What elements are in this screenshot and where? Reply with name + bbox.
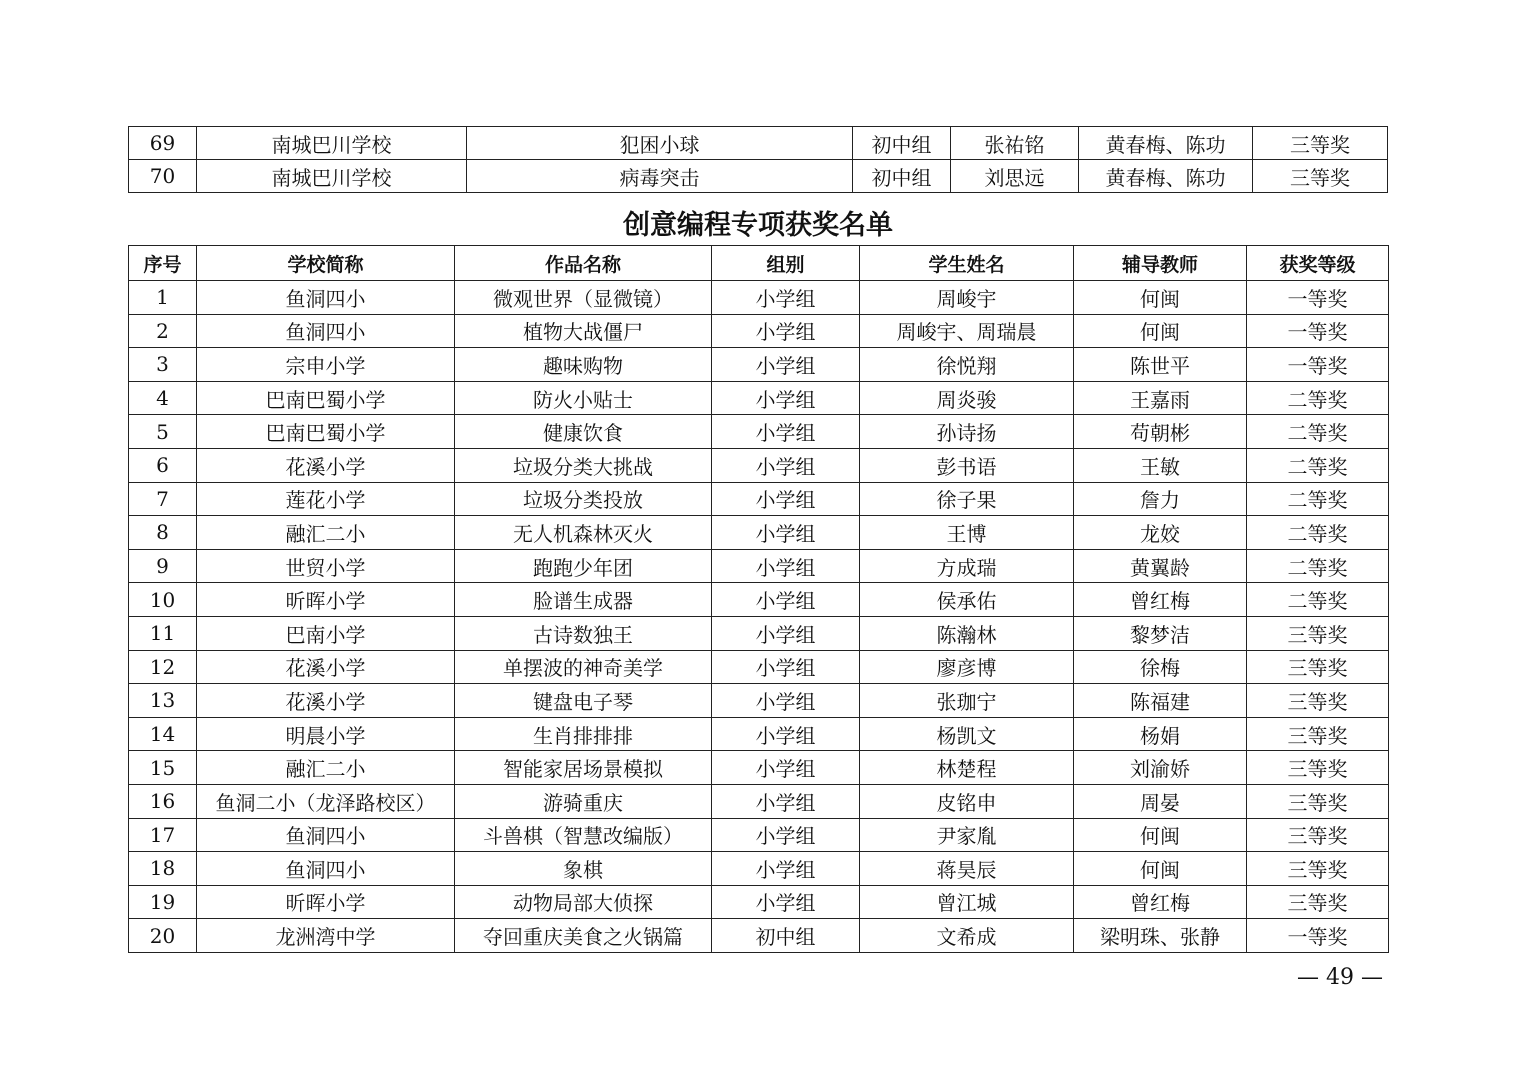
cell-school: 鱼洞四小	[197, 281, 455, 315]
cell-teacher: 黄春梅、陈功	[1079, 160, 1253, 193]
cell-teacher: 龙姣	[1074, 516, 1247, 550]
table-row	[129, 127, 1388, 160]
header-work-title: 作品名称	[455, 246, 712, 281]
cell-group: 小学组	[712, 348, 860, 382]
table-row	[129, 650, 1389, 684]
cell-school: 花溪小学	[197, 650, 455, 684]
cell-teacher: 苟朝彬	[1074, 415, 1247, 449]
cell-group: 小学组	[712, 818, 860, 852]
table-row	[129, 616, 1389, 650]
cell-teacher: 曾红梅	[1074, 885, 1247, 919]
cell-index: 8	[129, 516, 197, 550]
cell-group: 小学组	[712, 448, 860, 482]
cell-index: 5	[129, 415, 197, 449]
header-group: 组别	[712, 246, 860, 281]
table-row	[129, 348, 1389, 382]
cell-work-title: 无人机森林灭火	[455, 516, 712, 550]
cell-student: 刘思远	[951, 160, 1079, 193]
table-row	[129, 381, 1389, 415]
cell-index: 14	[129, 717, 197, 751]
cell-student: 张珈宁	[860, 684, 1074, 718]
cell-group: 小学组	[712, 381, 860, 415]
cell-student: 曾江城	[860, 885, 1074, 919]
cell-award-level: 二等奖	[1247, 549, 1389, 583]
cell-school: 鱼洞四小	[197, 852, 455, 886]
cell-index: 70	[129, 160, 197, 193]
cell-student: 周峻宇	[860, 281, 1074, 315]
table-row	[129, 314, 1389, 348]
table-row	[129, 448, 1389, 482]
cell-group: 小学组	[712, 516, 860, 550]
table-row	[129, 415, 1389, 449]
cell-student: 孙诗扬	[860, 415, 1074, 449]
cell-student: 王博	[860, 516, 1074, 550]
cell-group: 小学组	[712, 852, 860, 886]
cell-work-title: 垃圾分类大挑战	[455, 448, 712, 482]
table-row	[129, 784, 1389, 818]
cell-award-level: 三等奖	[1247, 616, 1389, 650]
header-award-level: 获奖等级	[1247, 246, 1389, 281]
cell-award-level: 二等奖	[1247, 583, 1389, 617]
cell-group: 小学组	[712, 314, 860, 348]
cell-index: 11	[129, 616, 197, 650]
cell-award-level: 二等奖	[1247, 381, 1389, 415]
cell-index: 2	[129, 314, 197, 348]
cell-school: 鱼洞二小（龙泽路校区）	[197, 784, 455, 818]
cell-work-title: 生肖排排排	[455, 717, 712, 751]
cell-group: 小学组	[712, 583, 860, 617]
cell-group: 小学组	[712, 616, 860, 650]
table-row	[129, 549, 1389, 583]
cell-student: 方成瑞	[860, 549, 1074, 583]
cell-group: 小学组	[712, 281, 860, 315]
table-header-row	[129, 246, 1389, 281]
table-row	[129, 751, 1389, 785]
cell-student: 皮铭申	[860, 784, 1074, 818]
cell-work-title: 微观世界（显微镜）	[455, 281, 712, 315]
cell-school: 明晨小学	[197, 717, 455, 751]
cell-student: 蒋昊辰	[860, 852, 1074, 886]
cell-student: 廖彦博	[860, 650, 1074, 684]
table-row	[129, 482, 1389, 516]
cell-work-title: 斗兽棋（智慧改编版）	[455, 818, 712, 852]
cell-group: 初中组	[853, 127, 951, 160]
cell-teacher: 陈福建	[1074, 684, 1247, 718]
cell-work-title: 犯困小球	[467, 127, 853, 160]
cell-work-title: 键盘电子琴	[455, 684, 712, 718]
cell-award-level: 三等奖	[1247, 751, 1389, 785]
cell-school: 昕晖小学	[197, 885, 455, 919]
cell-index: 19	[129, 885, 197, 919]
header-index: 序号	[129, 246, 197, 281]
previous-section-table	[128, 126, 1388, 193]
cell-student: 张祐铭	[951, 127, 1079, 160]
cell-student: 侯承佑	[860, 583, 1074, 617]
header-student: 学生姓名	[860, 246, 1074, 281]
cell-index: 20	[129, 919, 197, 953]
table-row	[129, 516, 1389, 550]
cell-index: 17	[129, 818, 197, 852]
cell-award-level: 三等奖	[1247, 717, 1389, 751]
cell-award-level: 二等奖	[1247, 448, 1389, 482]
cell-group: 小学组	[712, 751, 860, 785]
cell-teacher: 王敏	[1074, 448, 1247, 482]
cell-work-title: 趣味购物	[455, 348, 712, 382]
cell-teacher: 梁明珠、张静	[1074, 919, 1247, 953]
cell-student: 陈瀚林	[860, 616, 1074, 650]
previous-section-table-body	[129, 127, 1388, 193]
cell-teacher: 周晏	[1074, 784, 1247, 818]
cell-school: 宗申小学	[197, 348, 455, 382]
cell-school: 南城巴川学校	[197, 160, 467, 193]
cell-work-title: 象棋	[455, 852, 712, 886]
cell-group: 小学组	[712, 415, 860, 449]
cell-index: 12	[129, 650, 197, 684]
cell-student: 尹家胤	[860, 818, 1074, 852]
table-row	[129, 583, 1389, 617]
cell-teacher: 杨娟	[1074, 717, 1247, 751]
cell-teacher: 何闽	[1074, 281, 1247, 315]
cell-group: 小学组	[712, 717, 860, 751]
cell-teacher: 曾红梅	[1074, 583, 1247, 617]
cell-index: 16	[129, 784, 197, 818]
cell-index: 1	[129, 281, 197, 315]
cell-group: 初中组	[853, 160, 951, 193]
cell-work-title: 健康饮食	[455, 415, 712, 449]
table-row	[129, 852, 1389, 886]
table-row	[129, 684, 1389, 718]
cell-teacher: 黄翼龄	[1074, 549, 1247, 583]
cell-index: 9	[129, 549, 197, 583]
cell-award-level: 一等奖	[1247, 919, 1389, 953]
header-school: 学校简称	[197, 246, 455, 281]
cell-school: 花溪小学	[197, 448, 455, 482]
page-number: — 49 —	[1297, 965, 1383, 990]
cell-group: 小学组	[712, 650, 860, 684]
cell-school: 龙洲湾中学	[197, 919, 455, 953]
cell-teacher: 何闽	[1074, 314, 1247, 348]
section-title: 创意编程专项获奖名单	[623, 210, 893, 241]
cell-work-title: 动物局部大侦探	[455, 885, 712, 919]
cell-index: 7	[129, 482, 197, 516]
cell-work-title: 智能家居场景模拟	[455, 751, 712, 785]
cell-index: 69	[129, 127, 197, 160]
cell-teacher: 何闽	[1074, 852, 1247, 886]
cell-award-level: 三等奖	[1253, 127, 1388, 160]
cell-school: 鱼洞四小	[197, 818, 455, 852]
cell-school: 巴南巴蜀小学	[197, 381, 455, 415]
cell-student: 彭书语	[860, 448, 1074, 482]
cell-teacher: 黄春梅、陈功	[1079, 127, 1253, 160]
cell-teacher: 陈世平	[1074, 348, 1247, 382]
cell-teacher: 王嘉雨	[1074, 381, 1247, 415]
cell-work-title: 脸谱生成器	[455, 583, 712, 617]
table-row	[129, 281, 1389, 315]
cell-award-level: 一等奖	[1247, 281, 1389, 315]
cell-teacher: 徐梅	[1074, 650, 1247, 684]
cell-work-title: 夺回重庆美食之火锅篇	[455, 919, 712, 953]
cell-award-level: 一等奖	[1247, 314, 1389, 348]
cell-award-level: 一等奖	[1247, 348, 1389, 382]
cell-student: 周峻宇、周瑞晨	[860, 314, 1074, 348]
table-row	[129, 919, 1389, 953]
cell-school: 南城巴川学校	[197, 127, 467, 160]
cell-award-level: 三等奖	[1247, 885, 1389, 919]
cell-index: 10	[129, 583, 197, 617]
cell-group: 小学组	[712, 684, 860, 718]
cell-teacher: 何闽	[1074, 818, 1247, 852]
cell-student: 周炎骏	[860, 381, 1074, 415]
award-list-table-body	[129, 281, 1389, 953]
cell-index: 15	[129, 751, 197, 785]
cell-award-level: 三等奖	[1247, 784, 1389, 818]
cell-school: 融汇二小	[197, 751, 455, 785]
cell-index: 4	[129, 381, 197, 415]
cell-award-level: 二等奖	[1247, 482, 1389, 516]
cell-award-level: 三等奖	[1247, 818, 1389, 852]
cell-award-level: 三等奖	[1247, 684, 1389, 718]
cell-work-title: 单摆波的神奇美学	[455, 650, 712, 684]
cell-group: 小学组	[712, 482, 860, 516]
cell-award-level: 二等奖	[1247, 415, 1389, 449]
cell-student: 林楚程	[860, 751, 1074, 785]
cell-student: 徐子果	[860, 482, 1074, 516]
cell-work-title: 防火小贴士	[455, 381, 712, 415]
table-row	[129, 160, 1388, 193]
cell-group: 小学组	[712, 885, 860, 919]
cell-work-title: 植物大战僵尸	[455, 314, 712, 348]
cell-work-title: 跑跑少年团	[455, 549, 712, 583]
table-row	[129, 885, 1389, 919]
cell-award-level: 二等奖	[1247, 516, 1389, 550]
table-row	[129, 717, 1389, 751]
award-list-table	[128, 245, 1389, 953]
cell-student: 杨凯文	[860, 717, 1074, 751]
cell-student: 徐悦翔	[860, 348, 1074, 382]
cell-school: 莲花小学	[197, 482, 455, 516]
cell-award-level: 三等奖	[1247, 852, 1389, 886]
cell-teacher: 黎梦洁	[1074, 616, 1247, 650]
cell-index: 6	[129, 448, 197, 482]
cell-index: 18	[129, 852, 197, 886]
cell-index: 3	[129, 348, 197, 382]
cell-award-level: 三等奖	[1247, 650, 1389, 684]
cell-work-title: 古诗数独王	[455, 616, 712, 650]
cell-school: 融汇二小	[197, 516, 455, 550]
cell-school: 花溪小学	[197, 684, 455, 718]
cell-school: 巴南小学	[197, 616, 455, 650]
cell-school: 鱼洞四小	[197, 314, 455, 348]
cell-index: 13	[129, 684, 197, 718]
cell-award-level: 三等奖	[1253, 160, 1388, 193]
cell-work-title: 游骑重庆	[455, 784, 712, 818]
cell-work-title: 垃圾分类投放	[455, 482, 712, 516]
cell-group: 小学组	[712, 784, 860, 818]
cell-group: 小学组	[712, 549, 860, 583]
cell-group: 初中组	[712, 919, 860, 953]
cell-school: 昕晖小学	[197, 583, 455, 617]
cell-teacher: 詹力	[1074, 482, 1247, 516]
cell-teacher: 刘渝娇	[1074, 751, 1247, 785]
table-row	[129, 818, 1389, 852]
cell-school: 巴南巴蜀小学	[197, 415, 455, 449]
cell-school: 世贸小学	[197, 549, 455, 583]
header-teacher: 辅导教师	[1074, 246, 1247, 281]
cell-work-title: 病毒突击	[467, 160, 853, 193]
cell-student: 文希成	[860, 919, 1074, 953]
